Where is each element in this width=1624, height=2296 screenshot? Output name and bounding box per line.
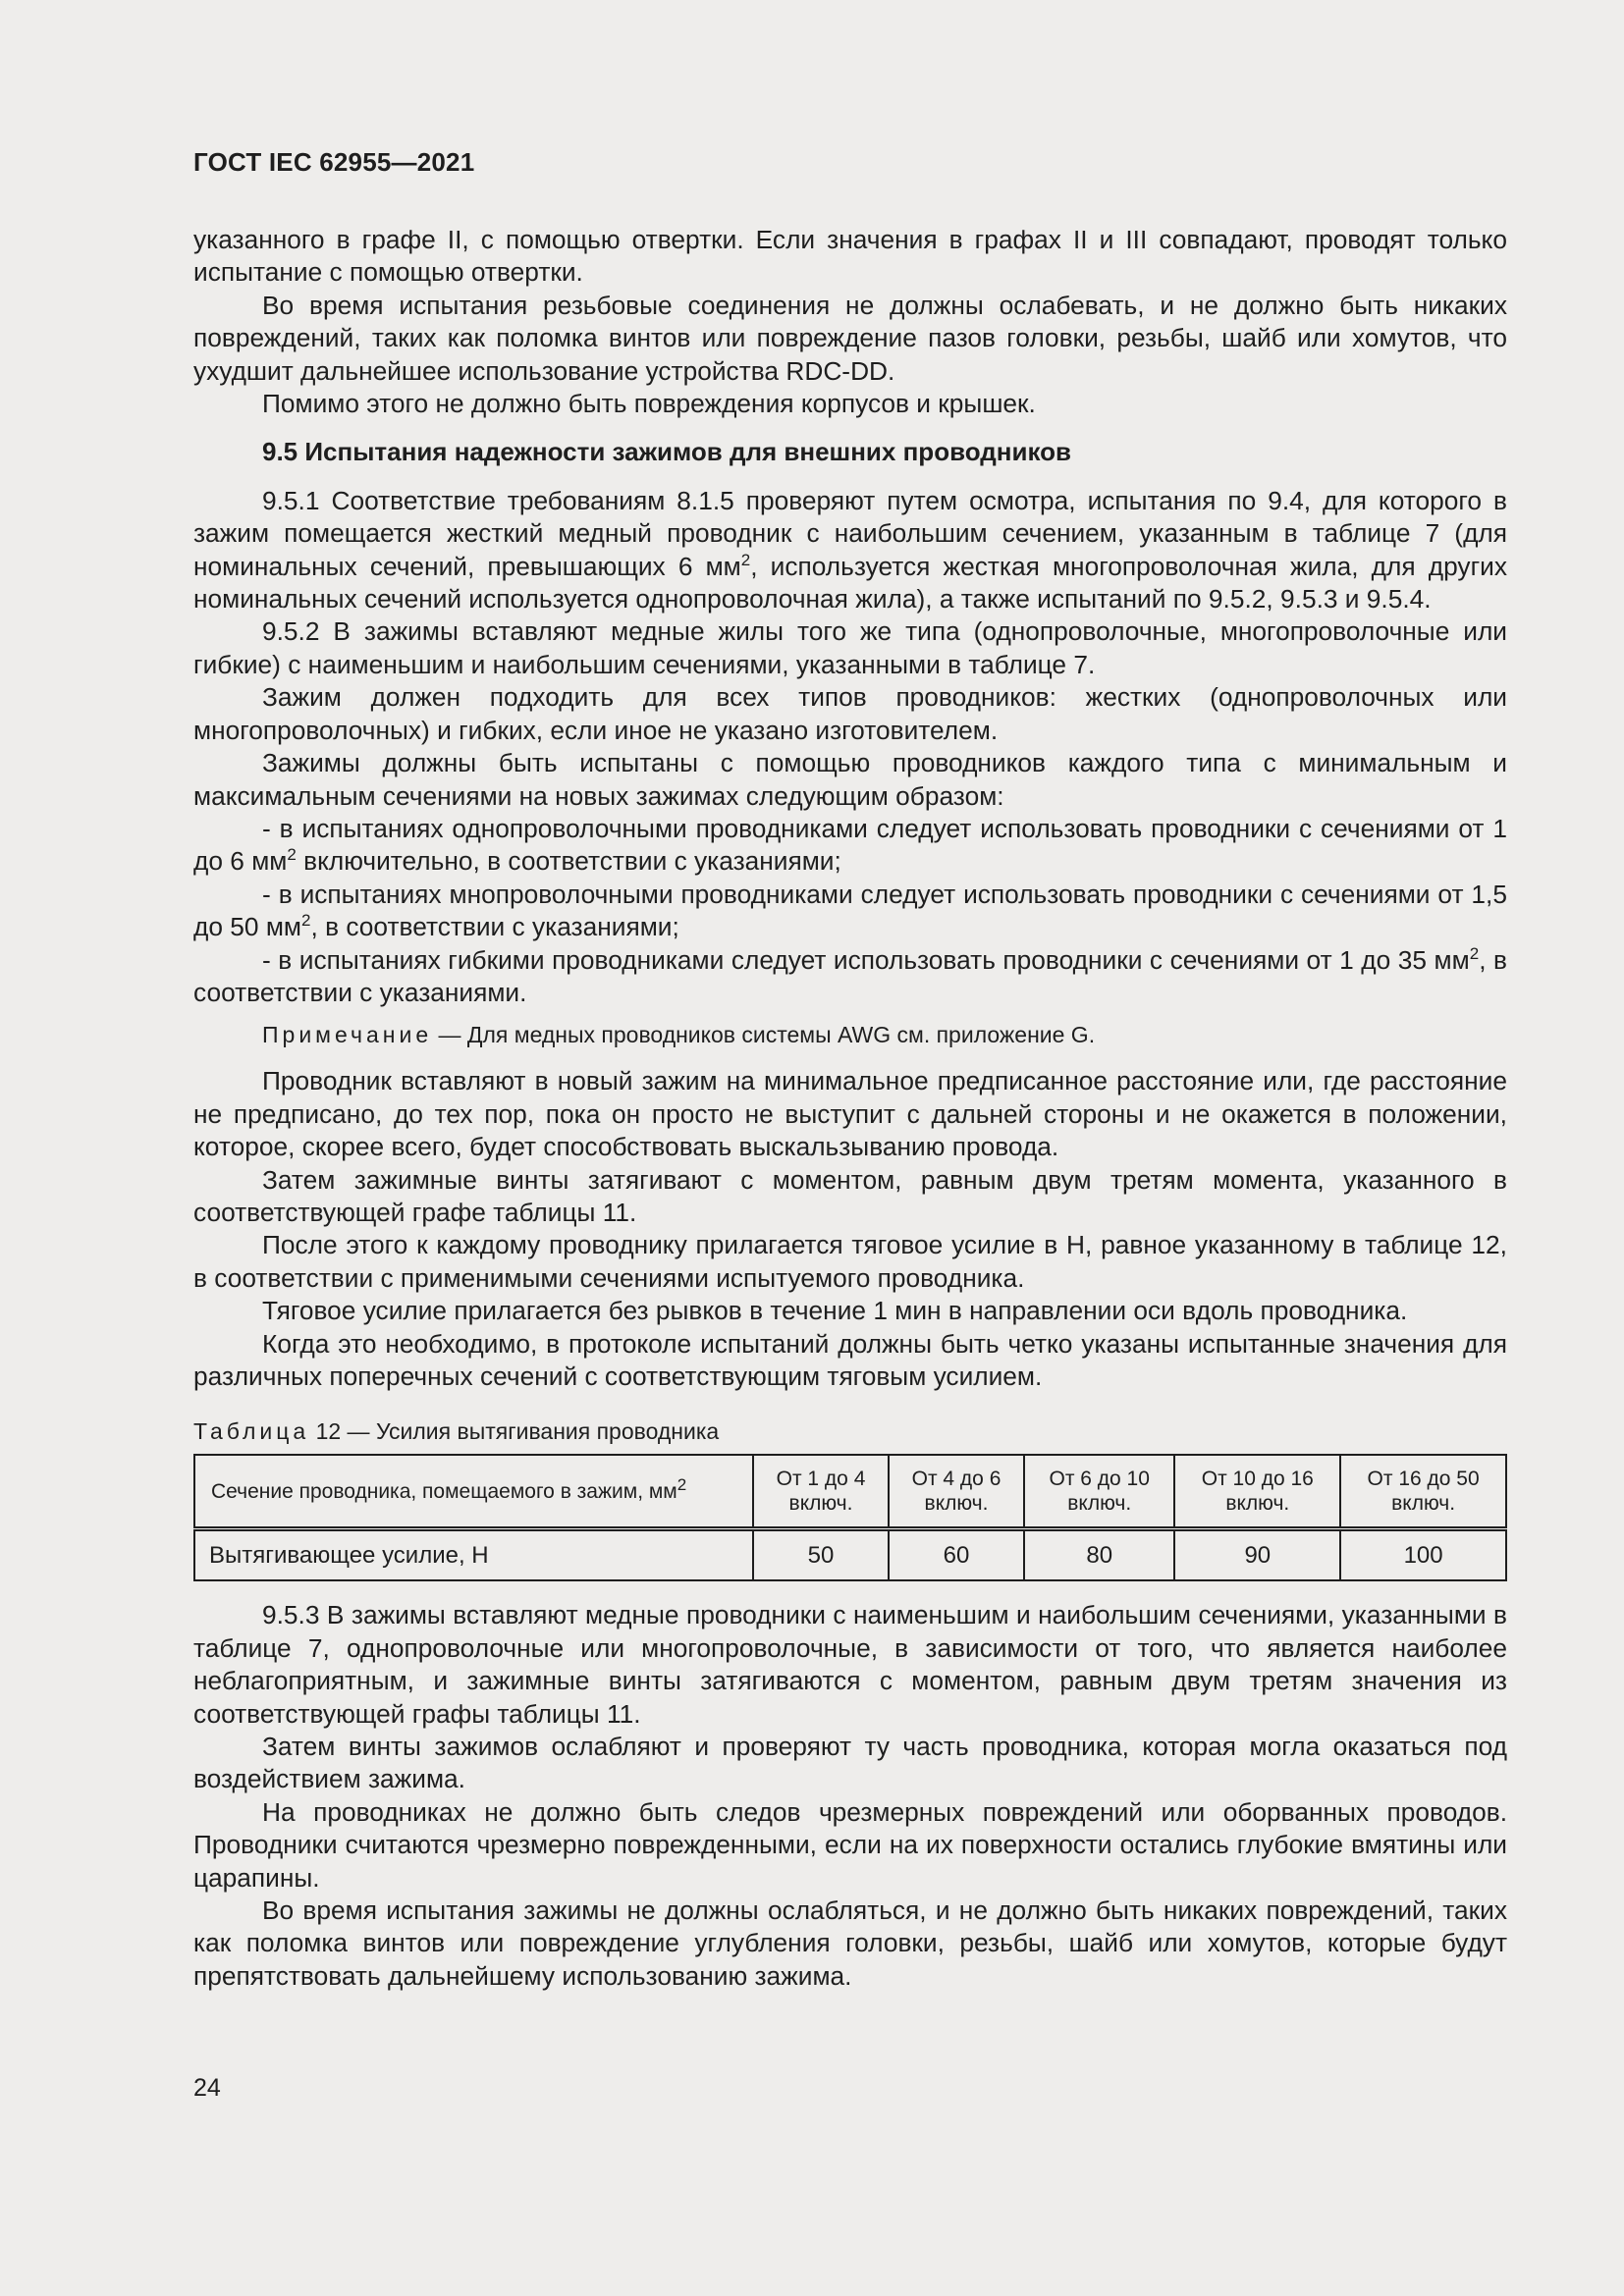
note-label: Примечание	[262, 1022, 433, 1048]
paragraph: указанного в графе II, с помощью отвертки. Если значения в графах II и III совпадают, проводят только испытание с помощью отвертки.	[193, 225, 1507, 288]
paragraph: Помимо этого не должно быть повреждения корпусов и крышек.	[262, 389, 1036, 419]
table-cell-label: Вытягивающее усилие, Н	[194, 1529, 753, 1581]
superscript: 2	[740, 550, 751, 569]
table-cell: 90	[1174, 1529, 1340, 1581]
superscript: 2	[287, 845, 297, 865]
table-row-header: Сечение проводника, помещаемого в зажим, $мм^2$	[194, 1455, 753, 1529]
table-column-header: От 16 до 50 включ.	[1340, 1455, 1506, 1529]
note	[193, 1019, 1507, 1051]
table-cell: 60	[889, 1529, 1024, 1581]
paragraph: Во время испытания резьбовые соединения не должны ослабевать, и не должно быть никаких повреждений, таких как поломка винтов или повреждение пазов головки, резьбы, шайб или хомутов, что ухудшит дальнейшее использование устройства RDC-DD.	[193, 290, 1507, 386]
paragraph: Зажим должен подходить для всех типов проводников: жестких (однопроволочных или многопроволочных) и гибких, если иное не указано изготовителем.	[193, 682, 1507, 745]
list-item: - в испытаниях мнопроволочными проводниками следует использовать проводники с сечениями от 1,5 до 50 $мм^2$, в соответствии с указаниями;	[193, 879, 1507, 942]
table-cell: 80	[1024, 1529, 1174, 1581]
page-number: 24	[193, 2074, 221, 2102]
paragraph: Зажимы должны быть испытаны с помощью проводников каждого типа с минимальным и максимальным сечениями на новых зажимах следующим образом:	[193, 748, 1507, 811]
paragraph: Проводник вставляют в новый зажим на минимальное предписанное расстояние или, где расстояние не предписано, до тех пор, пока он просто не выступит с дальней стороны и не окажется в положении, которое, скорее всего, будет способствовать выскальзыванию провода.	[193, 1066, 1507, 1162]
superscript: 2	[677, 1474, 687, 1494]
document-body	[193, 224, 1507, 1993]
table-caption	[193, 1416, 1507, 1446]
pull-force-table	[193, 1454, 1507, 1581]
table-cell: 100	[1340, 1529, 1506, 1581]
table-column-header: От 4 до 6 включ.	[889, 1455, 1024, 1529]
list-item: - в испытаниях однопроволочными проводниками следует использовать проводники с сечениями от 1 до 6 $мм^2$ включительно, в соответствии с указаниями;	[193, 813, 1507, 877]
paragraph: Когда это необходимо, в протоколе испытаний должны быть четко указаны испытанные значения для различных поперечных сечений с соответствующим тяговым усилием.	[193, 1328, 1507, 1391]
document-header: ГОСТ IEC 62955—2021	[193, 147, 475, 177]
paragraph-9-5-2: 9.5.2 В зажимы вставляют медные жилы того же типа (однопроволочные, многопроволочные или гибкие) с наименьшим и наибольшим сечениями, указанными в таблице 7.	[193, 616, 1507, 679]
table-column-header: От 1 до 4 включ.	[753, 1455, 889, 1529]
paragraph-9-5-1: 9.5.1 Соответствие требованиям 8.1.5 проверяют путем осмотра, испытания по 9.4, для которого в зажим помещается жесткий медный проводник с наибольшим сечением, указанным в таблице 7 (для номинальных сечений, превышающих 6 $мм^2$, используется жесткая многопроволочная жила, для других номинальных сечений используется однопроволочная жила), а также испытаний по 9.5.2, 9.5.3 и 9.5.4.	[193, 485, 1507, 614]
table-caption-label: Таблица	[193, 1418, 310, 1445]
table-column-header: От 6 до 10 включ.	[1024, 1455, 1174, 1529]
table-cell: 50	[753, 1529, 889, 1581]
paragraph: Тяговое усилие прилагается без рывков в течение 1 мин в направлении оси вдоль проводника.	[262, 1296, 1408, 1326]
section-title: 9.5 Испытания надежности зажимов для внешних проводников	[262, 437, 1071, 467]
superscript: 2	[301, 911, 311, 931]
table-header-row	[194, 1455, 1506, 1529]
note-text: — Для медных проводников системы AWG см. приложение G.	[432, 1022, 1096, 1048]
paragraph: Затем винты зажимов ослабляют и проверяют ту часть проводника, которая могла оказаться под воздействием зажима.	[193, 1732, 1507, 1794]
paragraph: Во время испытания зажимы не должны ослабляться, и не должно быть никаких повреждений, таких как поломка винтов или повреждение углубления головки, резьбы, шайб или хомутов, которые будут препятствовать дальнейшему использованию зажима.	[193, 1896, 1507, 1991]
table-row	[194, 1529, 1506, 1581]
table-caption-text: 12 — Усилия вытягивания проводника	[309, 1418, 720, 1445]
paragraph-9-5-3: 9.5.3 В зажимы вставляют медные проводники с наименьшим и наибольшим сечениями, указанными в таблице 7, однопроволочные или многопроволочные, в зависимости от того, что является наиболее неблагоприятным, и зажимные винты затягиваются с моментом, равным двум третям значения из соответствующей графы таблицы 11.	[193, 1600, 1507, 1729]
paragraph: На проводниках не должно быть следов чрезмерных повреждений или оборванных проводов. Проводники считаются чрезмерно поврежденными, если на их поверхности остались глубокие вмятины или царапины.	[193, 1796, 1507, 1893]
table-column-header: От 10 до 16 включ.	[1174, 1455, 1340, 1529]
list-item: - в испытаниях гибкими проводниками следует использовать проводники с сечениями от 1 до 35 $мм^2$, в соответствии с указаниями.	[193, 943, 1507, 1007]
paragraph: Затем зажимные винты затягивают с моментом, равным двум третям момента, указанного в соответствующей графе таблицы 11.	[193, 1164, 1507, 1227]
superscript: 2	[1469, 943, 1480, 963]
paragraph: После этого к каждому проводнику прилагается тяговое усилие в Н, равное указанному в таблице 12, в соответствии с применимыми сечениями испытуемого проводника.	[193, 1230, 1507, 1293]
